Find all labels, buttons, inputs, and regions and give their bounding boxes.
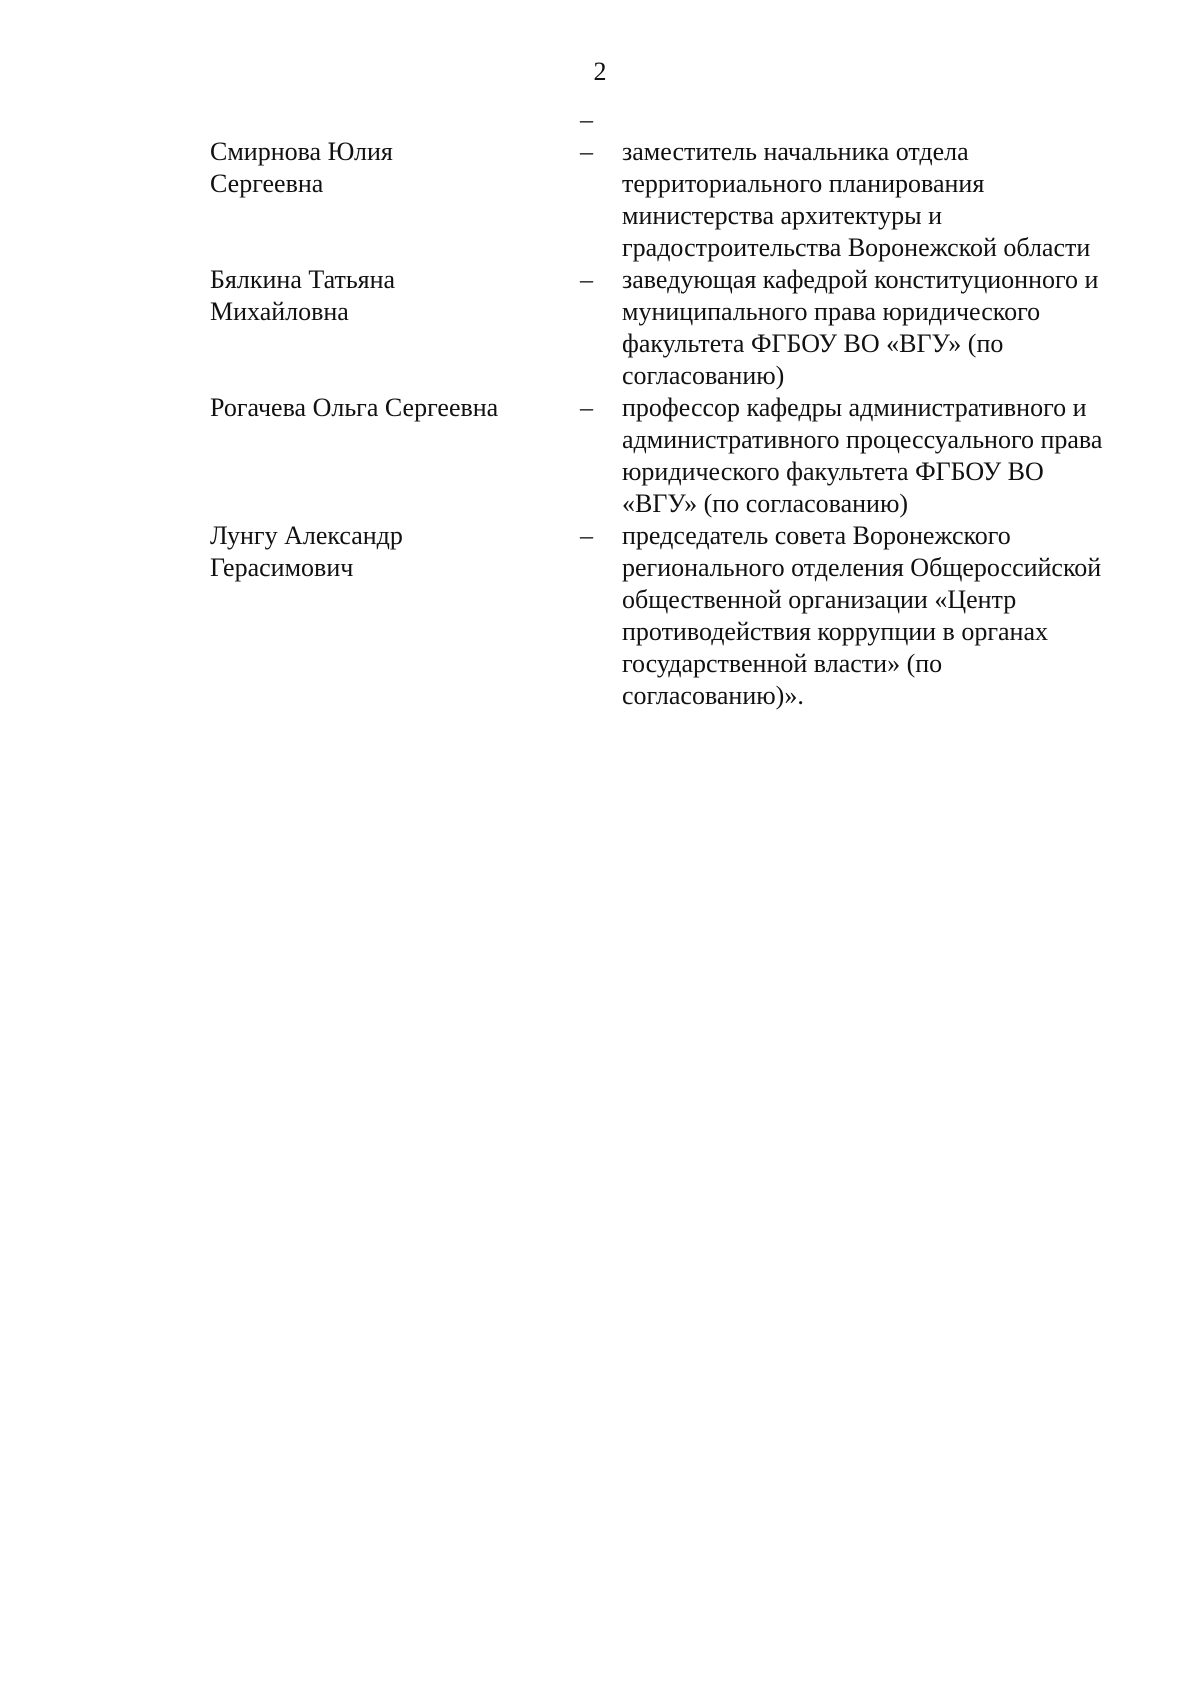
lead-dash: –	[580, 105, 593, 134]
member-description: заместитель начальника отдела территориального планирования министерства архитектуры и градостроительства Воронежской области	[622, 137, 1091, 262]
member-description: заведующая кафедрой конституционного и муниципального права юридического факультета ФГБОУ ВО «ВГУ» (по согласованию)	[622, 265, 1099, 390]
member-row	[210, 264, 1170, 392]
lead-dash-row	[210, 104, 1170, 136]
member-description: профессор кафедры административного и административного процессуального права юридического факультета ФГБОУ ВО «ВГУ» (по согласованию)	[622, 393, 1103, 518]
member-name: Бялкина Татьяна Михайловна	[210, 265, 396, 326]
member-row	[210, 136, 1170, 264]
member-dash: –	[580, 521, 593, 550]
page-number: 2	[593, 57, 607, 86]
member-name: Рогачева Ольга Сергеевна	[210, 393, 499, 422]
member-dash: –	[580, 265, 593, 294]
member-name: Смирнова Юлия Сергеевна	[210, 137, 393, 198]
member-row	[210, 392, 1170, 520]
member-dash: –	[580, 137, 593, 166]
member-description: председатель совета Воронежского регионального отделения Общероссийской общественной организации «Центр противодействия коррупции в органах государственной власти» (по согласованию)».	[622, 521, 1102, 710]
member-name: Лунгу Александр Герасимович	[210, 521, 403, 582]
member-row	[210, 520, 1170, 712]
member-dash: –	[580, 393, 593, 422]
members-list	[210, 104, 1170, 712]
